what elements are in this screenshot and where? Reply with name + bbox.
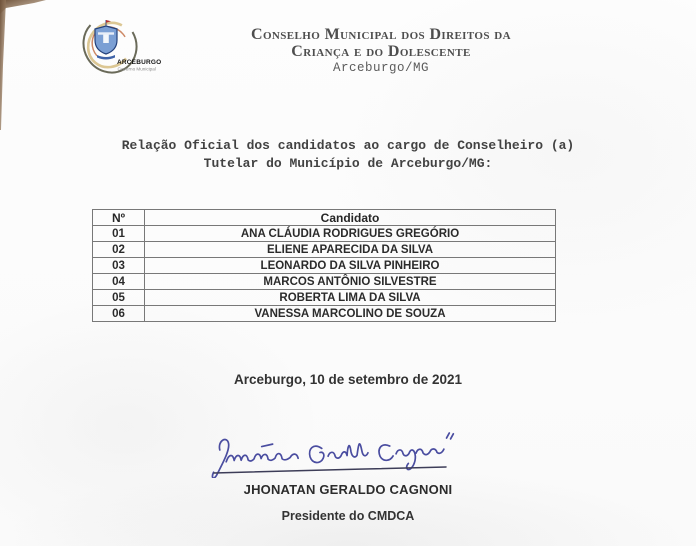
candidate-name: VANESSA MARCOLINO DE SOUZA: [145, 306, 556, 322]
document-title: [0, 137, 696, 173]
row-num: 05: [93, 290, 145, 306]
col-header-candidate: Candidato: [145, 210, 556, 226]
org-name-line1: Conselho Municipal dos Direitos da: [251, 26, 511, 43]
candidate-name: MARCOS ANTÔNIO SILVESTRE: [145, 274, 556, 290]
signature-handwriting: [210, 430, 458, 478]
org-city: Arceburgo/MG: [332, 61, 429, 75]
candidates-table: [92, 209, 556, 322]
candidate-name: ELIENE APARECIDA DA SILVA: [145, 242, 556, 258]
date-line: Arceburgo, 10 de setembro de 2021: [233, 372, 463, 387]
table-row: [93, 242, 556, 258]
org-header: [205, 26, 557, 76]
candidate-name: ROBERTA LIMA DA SILVA: [145, 290, 556, 306]
row-num: 01: [93, 226, 145, 242]
table-row: [93, 258, 556, 274]
row-num: 04: [93, 274, 145, 290]
document-title-line2: Tutelar do Município de Arceburgo/MG:: [203, 156, 493, 171]
logo-wordmark: ARCEBURGO: [117, 59, 162, 66]
candidate-name: LEONARDO DA SILVA PINHEIRO: [145, 258, 556, 274]
org-name-line2: Criança e do Dolescente: [291, 43, 471, 60]
arceburgo-logo: [80, 14, 170, 82]
table-header-row: [93, 210, 556, 226]
candidate-name: ANA CLÁUDIA RODRIGUES GREGÓRIO: [145, 226, 556, 242]
col-header-num: Nº: [93, 210, 145, 226]
scan-corner-artifact: [0, 0, 70, 135]
table-row: [93, 306, 556, 322]
row-num: 03: [93, 258, 145, 274]
row-num: 06: [93, 306, 145, 322]
signer-name: JHONATAN GERALDO CAGNONI: [243, 482, 453, 497]
signature-underline: [214, 467, 446, 473]
table-row: [93, 274, 556, 290]
table-row: [93, 226, 556, 242]
logo-subtitle: Governo Municipal: [117, 66, 156, 72]
signer-role: Presidente do CMDCA: [281, 509, 415, 523]
table-row: [93, 290, 556, 306]
row-num: 02: [93, 242, 145, 258]
document-title-line1: Relação Oficial dos candidatos ao cargo de Conselheiro (a): [121, 138, 575, 153]
